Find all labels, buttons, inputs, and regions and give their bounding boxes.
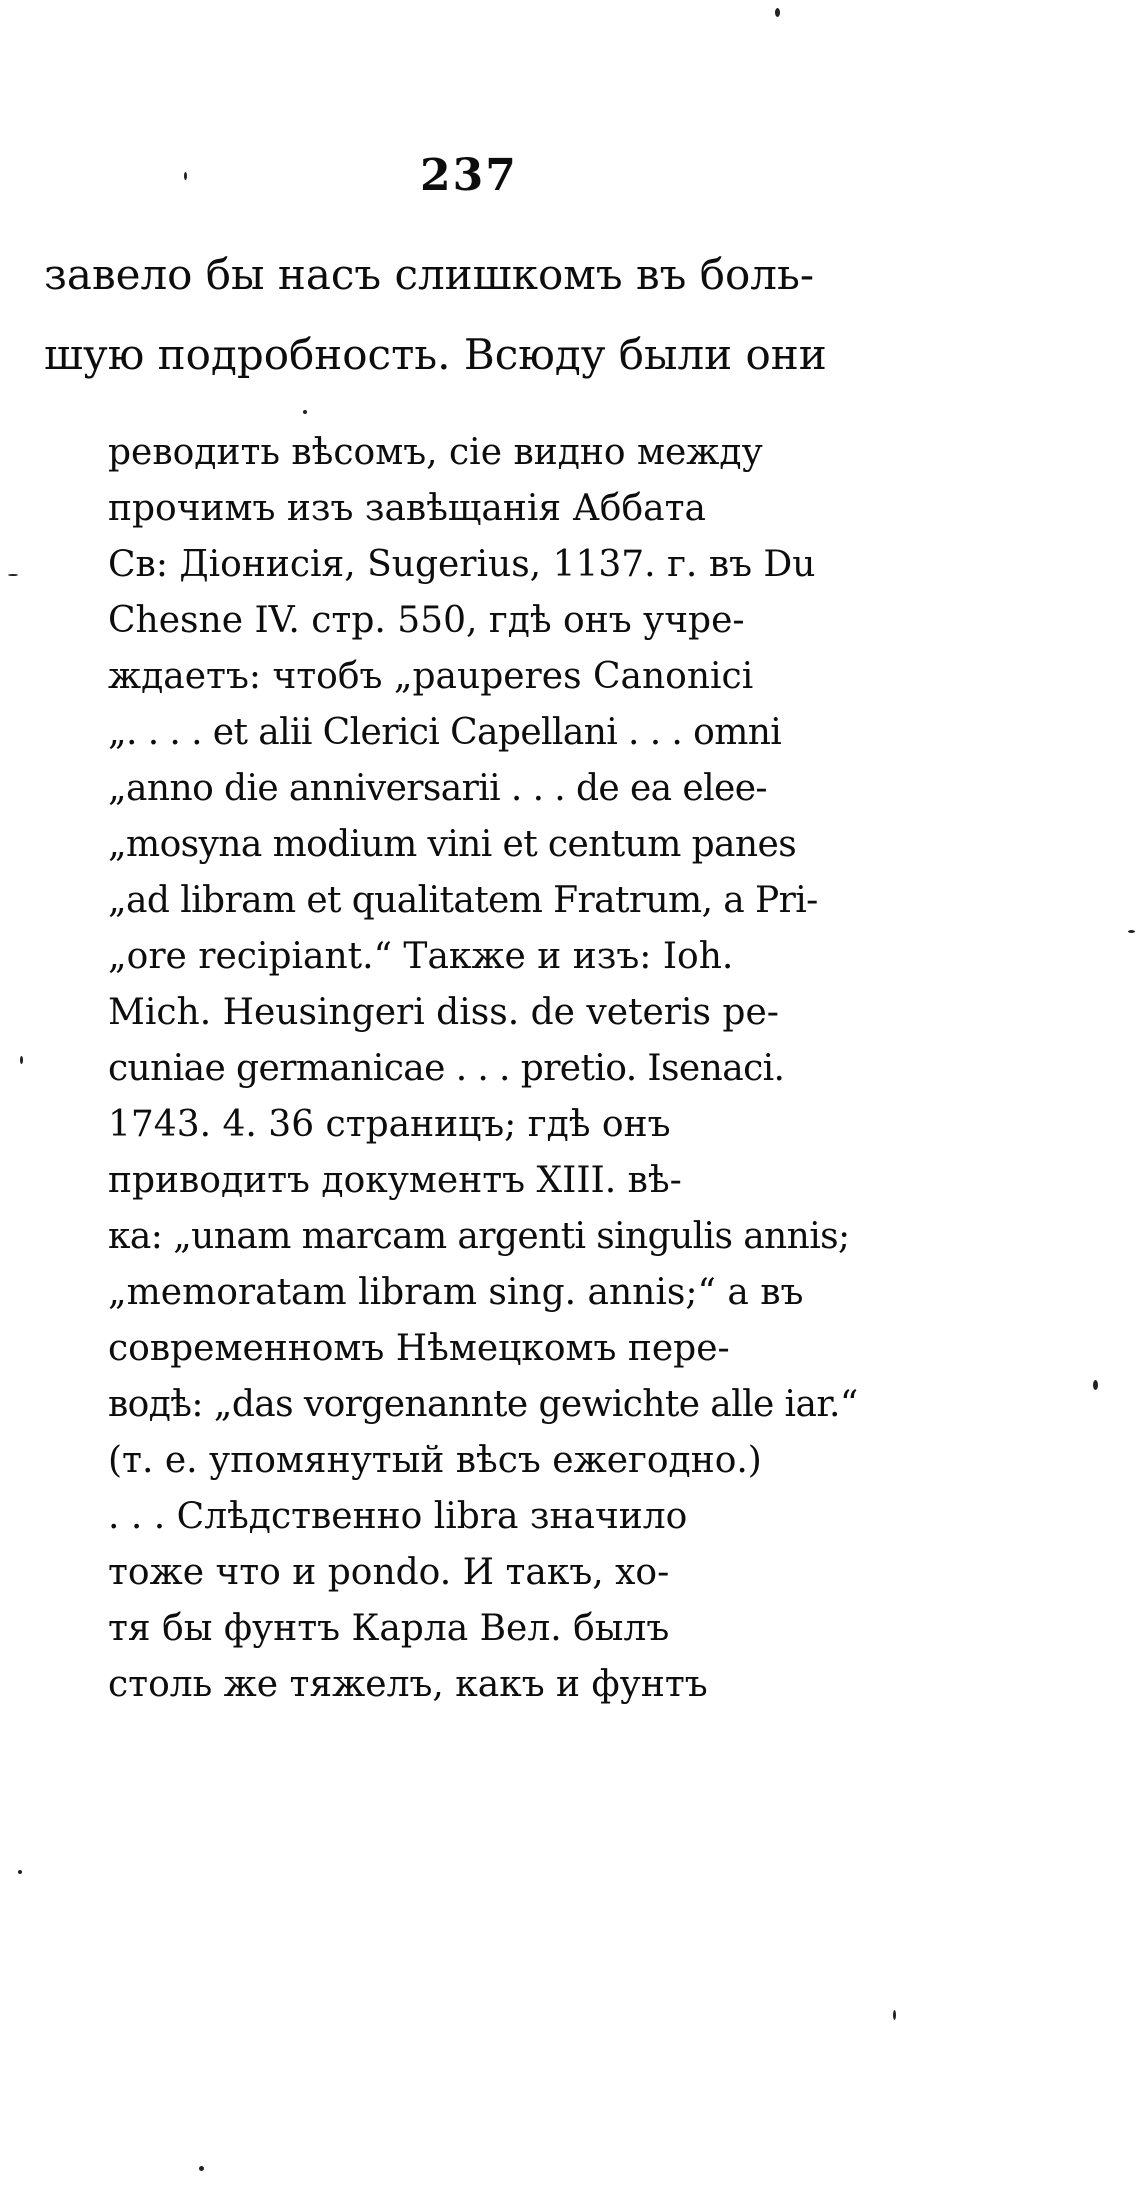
footnote-line: „. . . . et alii Clerici Capellani . . . omni: [108, 712, 782, 753]
footnote-line: тоже что и pondo. И такъ, хо-: [108, 1552, 670, 1593]
page-number: 237: [420, 150, 518, 201]
scan-speck: [775, 8, 780, 17]
scan-speck: [18, 1870, 22, 1874]
footnote-line: приводитъ документъ XIII. вѣ-: [108, 1160, 682, 1201]
footnote-line: „ore recipiant.“ Также и изъ: Ioh.: [108, 936, 734, 977]
footnote-line: столь же тяжелъ, какъ и фунтъ: [108, 1664, 708, 1705]
footnote-line: „mosyna modium vini et centum panes: [108, 824, 797, 865]
scan-speck: [1093, 1380, 1098, 1390]
footnote-line: Chesne IV. стр. 550, гдѣ онъ учре-: [108, 600, 745, 641]
footnote-line: водѣ: „das vorgenannte gewichte alle iar.“: [108, 1384, 858, 1425]
main-text-line-2: шую подробность. Всюду были они: [44, 330, 827, 379]
footnote-line: (т. е. упомянутый вѣсъ ежегодно.): [108, 1440, 762, 1481]
scan-speck: [303, 410, 307, 414]
footnote-line: современномъ Нѣмецкомъ пере-: [108, 1328, 730, 1369]
scan-speck: [20, 1056, 23, 1064]
footnote-line: . . . Слѣдственно libra значило: [108, 1496, 688, 1537]
footnote-line: прочимъ изъ завѣщанія Аббата: [108, 488, 706, 529]
main-text-line-1: завело бы насъ слишкомъ въ боль-: [44, 250, 815, 299]
main-text: [44, 235, 874, 395]
scan-speck: [893, 2010, 896, 2020]
footnote-line: cuniae germanicae . . . pretio. Isenaci.: [108, 1048, 785, 1089]
footnote-line: ждаетъ: чтобъ „pauperes Canonici: [108, 656, 754, 697]
footnote-line: „anno die anniversarii . . . de ea elee-: [108, 768, 767, 809]
footnote-line: Св: Діонисія, Sugerius, 1137. г. въ Du: [108, 544, 816, 585]
scan-speck: [199, 2166, 204, 2171]
footnote-line: Mich. Heusingeri diss. de veteris pe-: [108, 992, 779, 1033]
scan-speck: [8, 574, 18, 576]
footnote-line: ка: „unam marcam argenti singulis annis;: [108, 1216, 850, 1257]
footnote-line: „memoratam libram sing. annis;“ а въ: [108, 1272, 804, 1313]
footnote-line: 1743. 4. 36 страницъ; гдѣ онъ: [108, 1104, 671, 1145]
footnote: [108, 425, 878, 1713]
footnote-line: тя бы фунтъ Карла Вел. былъ: [108, 1608, 670, 1649]
footnote-line: „ad libram et qualitatem Fratrum, a Pri-: [108, 880, 818, 921]
scan-speck: [184, 172, 187, 180]
footnote-line: реводить вѣсомъ, сіе видно между: [108, 432, 763, 473]
scan-speck: [1128, 930, 1135, 933]
